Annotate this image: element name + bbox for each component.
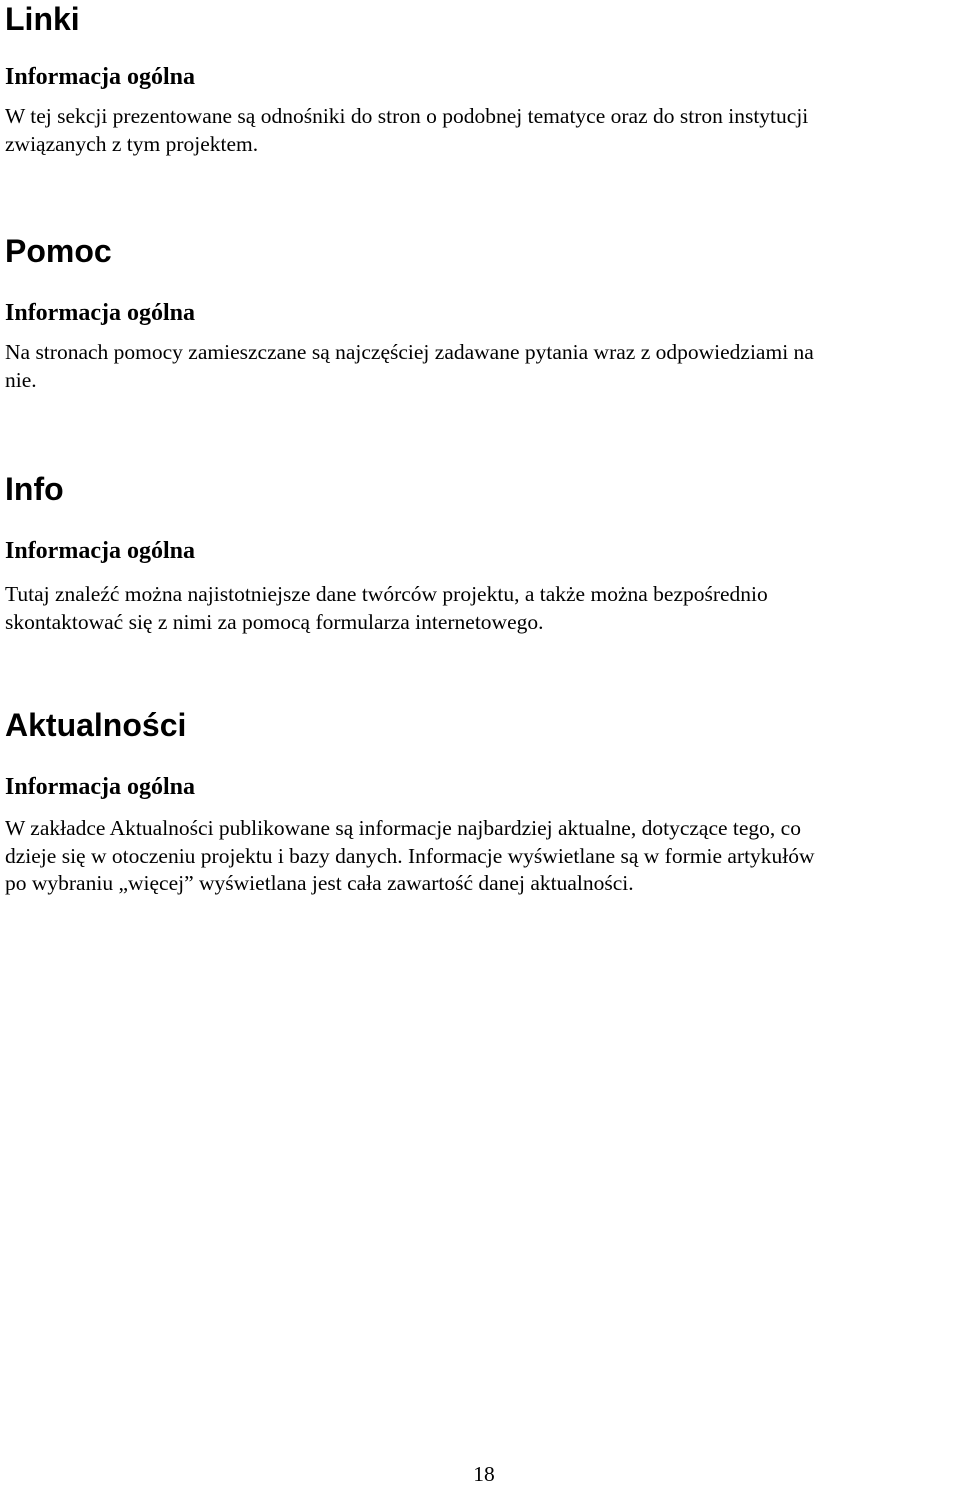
section-title: Linki — [5, 1, 80, 37]
section-pomoc — [5, 232, 957, 394]
section-info — [5, 470, 957, 636]
section-subtitle: Informacja ogólna — [5, 300, 195, 326]
body-line: Tutaj znaleźć można najistotniejsze dane twórców projektu, a także można bezpośrednio — [5, 582, 768, 606]
section-body — [5, 581, 957, 636]
body-line: skontaktować się z nimi za pomocą formularza internetowego. — [5, 609, 544, 634]
section-body — [5, 815, 957, 898]
body-line: związanych z tym projektem. — [5, 131, 259, 156]
body-line: nie. — [5, 367, 37, 392]
section-linki — [5, 0, 957, 158]
section-title: Info — [5, 471, 64, 507]
page-number: 18 — [473, 1462, 495, 1486]
section-title: Pomoc — [5, 233, 112, 269]
section-title: Aktualności — [5, 707, 187, 743]
section-subtitle: Informacja ogólna — [5, 64, 195, 90]
section-subtitle: Informacja ogólna — [5, 538, 195, 564]
body-line: dzieje się w otoczeniu projektu i bazy danych. Informacje wyświetlane są w formie artykułów — [5, 843, 815, 868]
section-subtitle: Informacja ogólna — [5, 774, 195, 800]
body-line: Na stronach pomocy zamieszczane są najczęściej zadawane pytania wraz z odpowiedziami na — [5, 340, 814, 364]
section-body — [5, 103, 957, 158]
body-line: W zakładce Aktualności publikowane są informacje najbardziej aktualne, dotyczące tego, co — [5, 816, 801, 840]
section-aktualnosci — [5, 706, 957, 898]
body-line: W tej sekcji prezentowane są odnośniki do stron o podobnej tematyce oraz do stron instytucji — [5, 104, 809, 128]
body-line: po wybraniu „więcej” wyświetlana jest cała zawartość danej aktualności. — [5, 871, 634, 895]
section-body — [5, 339, 957, 394]
